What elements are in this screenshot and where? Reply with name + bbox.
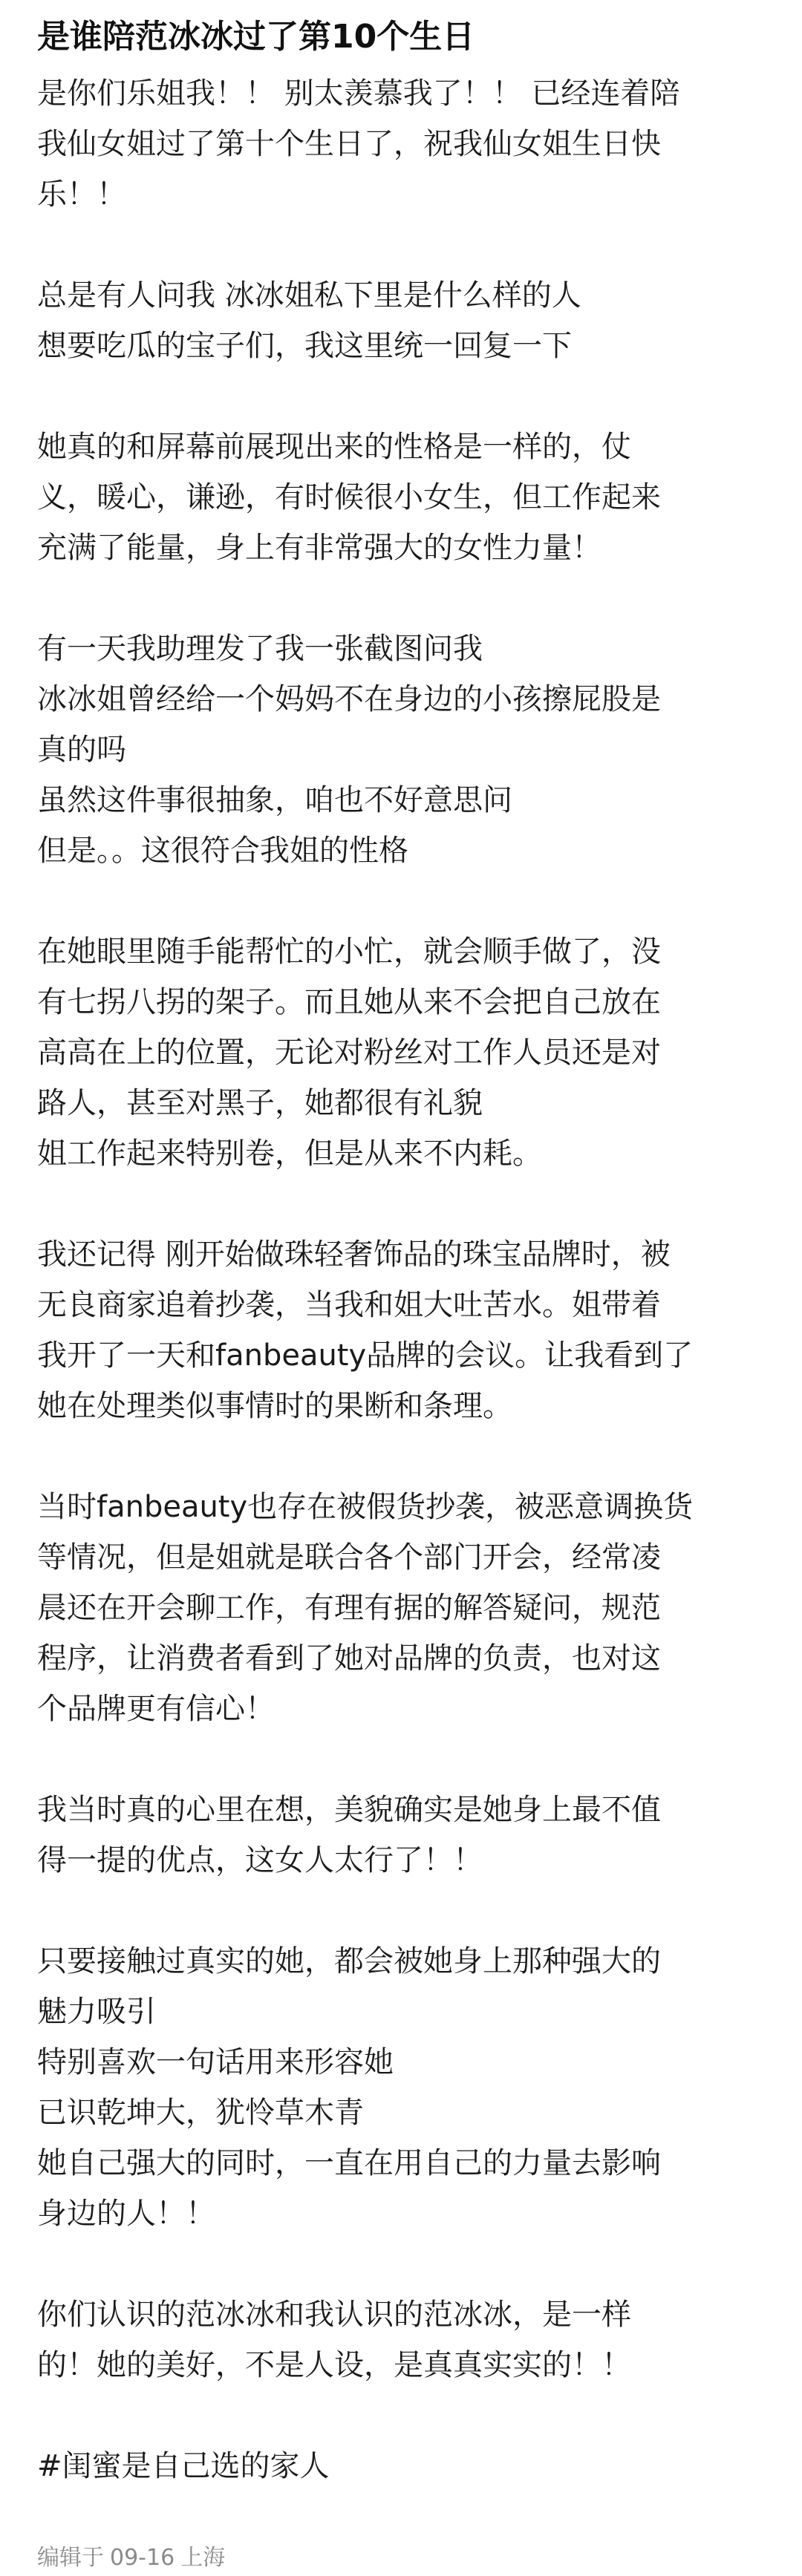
paragraph-line: 个品牌更有信心！: [37, 1692, 275, 1726]
paragraph-line: 晨还在开会聊工作，有理有据的解答疑问，规范: [37, 1591, 661, 1625]
paragraph-line: 她自己强大的同时，一直在用自己的力量去影响: [37, 2146, 661, 2180]
paragraph: [37, 2289, 769, 2390]
paragraph-line: 总是有人问我 冰冰姐私下里是什么样的人: [37, 278, 581, 313]
paragraph-line: 她真的和屏幕前展现出来的性格是一样的，仗: [37, 430, 631, 464]
paragraph-line: 当时fanbeauty也存在被假货抄袭，被恶意调换货: [37, 1490, 694, 1524]
paragraph-line: 乐！！: [37, 177, 126, 212]
paragraph: [37, 1229, 769, 1431]
paragraph-line: 姐工作起来特别卷，但是从来不内耗。: [37, 1137, 542, 1171]
paragraph-line: 我还记得 刚开始做珠轻奢饰品的珠宝品牌时，被: [37, 1238, 671, 1272]
paragraph: [37, 422, 769, 573]
paragraph-line: 想要吃瓜的宝子们，我这里统一回复一下: [37, 329, 572, 363]
paragraph-line: 得一提的优点，这女人太行了！！: [37, 1843, 483, 1877]
paragraph: [37, 270, 769, 371]
paragraph-line: 充满了能量，身上有非常强大的女性力量！: [37, 531, 602, 565]
paragraph-line: 高高在上的位置，无论对粉丝对工作人员还是对: [37, 1036, 661, 1070]
paragraph-line: 已识乾坤大，犹怜草木青: [37, 2096, 364, 2130]
paragraph-line: 真的吗: [37, 733, 126, 767]
paragraph-line: 特别喜欢一句话用来形容她: [37, 2045, 394, 2079]
paragraph: [37, 68, 769, 220]
paragraph-line: 我当时真的心里在想，美貌确实是她身上最不值: [37, 1793, 661, 1827]
edited-location: 上海: [180, 2545, 226, 2571]
paragraph: [37, 1785, 769, 1886]
paragraph-line: 我开了一天和fanbeauty品牌的会议。让我看到了: [37, 1338, 694, 1373]
paragraph-line: 你们认识的范冰冰和我认识的范冰冰，是一样: [37, 2298, 631, 2332]
post-body: [37, 68, 769, 2390]
paragraph-line: 无良商家追着抄袭，当我和姐大吐苦水。姐带着: [37, 1288, 661, 1322]
hashtag-link[interactable]: #闺蜜是自己选的家人: [37, 2449, 330, 2483]
paragraph-line: 的！她的美好，不是人设，是真真实实的！！: [37, 2348, 631, 2382]
paragraph-line: 身边的人！！: [37, 2197, 215, 2231]
paragraph-line: 我仙女姐过了第十个生日了，祝我仙女姐生日快: [37, 127, 661, 161]
paragraph-line: 义，暖心，谦逊，有时候很小女生，但工作起来: [37, 480, 661, 514]
paragraph-line: 但是。。这很符合我姐的性格: [37, 834, 408, 868]
paragraph-line: 是你们乐姐我！！ 别太羡慕我了！！ 已经连着陪: [37, 76, 680, 111]
paragraph: [37, 624, 769, 876]
paragraph-line: 在她眼里随手能帮忙的小忙，就会顺手做了，没: [37, 935, 661, 969]
paragraph-line: 等情况，但是姐就是联合各个部门开会，经常凌: [37, 1540, 661, 1575]
post-footer: [37, 2540, 769, 2576]
paragraph-line: 魅力吸引: [37, 1995, 156, 2029]
paragraph: [37, 1482, 769, 1734]
paragraph-line: 冰冰姐曾经给一个妈妈不在身边的小孩擦屁股是: [37, 682, 661, 716]
paragraph-line: 路人，甚至对黑子，她都很有礼貌: [37, 1086, 483, 1120]
paragraph-line: 只要接触过真实的她，都会被她身上那种强大的: [37, 1944, 661, 1978]
paragraph-line: 她在处理类似事情时的果断和条理。: [37, 1389, 512, 1423]
post-title: 是谁陪范冰冰过了第10个生日: [37, 18, 475, 56]
paragraph-line: 有七拐八拐的架子。而且她从来不会把自己放在: [37, 985, 661, 1019]
paragraph: [37, 926, 769, 1179]
paragraph-line: 有一天我助理发了我一张截图问我: [37, 632, 483, 666]
paragraph-line: 程序，让消费者看到了她对品牌的负责，也对这: [37, 1641, 661, 1676]
paragraph-line: 虽然这件事很抽象，咱也不好意思问: [37, 783, 512, 817]
paragraph: [37, 1936, 769, 2239]
edited-label: 编辑于: [37, 2545, 104, 2571]
edited-date: 09-16: [110, 2545, 175, 2571]
